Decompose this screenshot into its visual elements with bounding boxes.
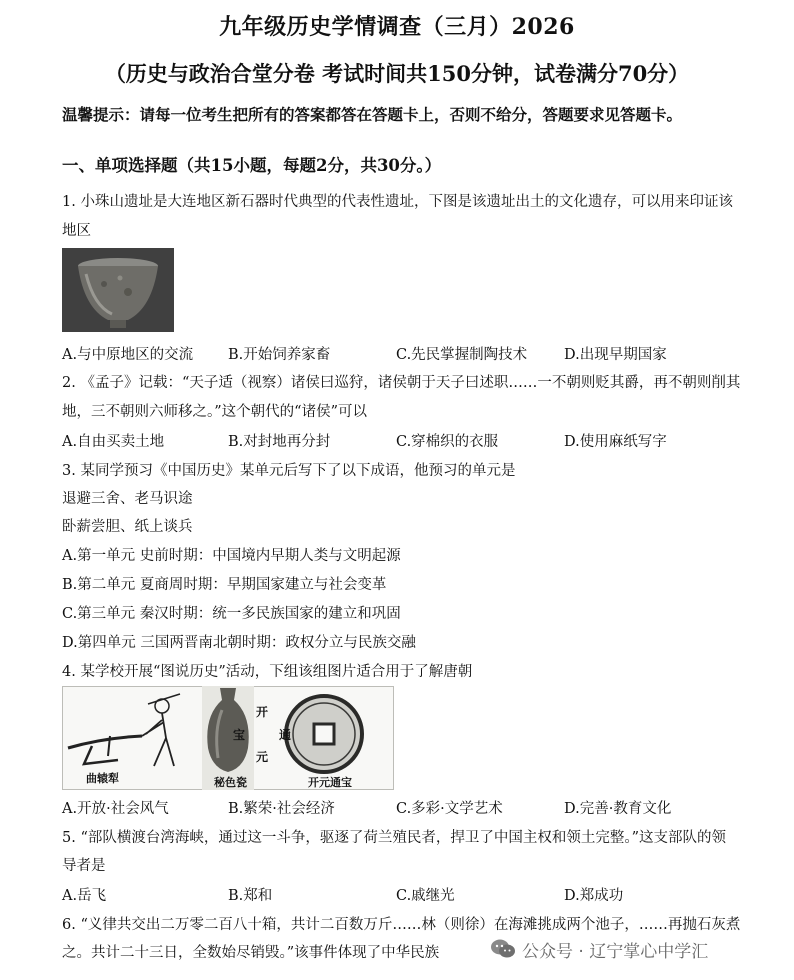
q4-option-c[interactable]: C.多彩·文学艺术 — [396, 801, 503, 817]
q6-stem-line2: 之。共计二十三日，全数始尽销毁。”该事件体现了中华民族 — [62, 945, 440, 961]
q5-option-b[interactable]: B.郑和 — [228, 888, 273, 904]
coin-char-left: 宝 — [232, 728, 245, 742]
watermark-text: 公众号 · 辽宁掌心中学汇 — [522, 941, 709, 962]
q5-option-d[interactable]: D.郑成功 — [564, 888, 624, 904]
caption-plough: 曲辕犁 — [86, 772, 119, 785]
q3-option-d[interactable]: D.第四单元 三国两晋南北朝时期：政权分立与民族交融 — [62, 635, 416, 651]
q1-option-b[interactable]: B.开始饲养家畜 — [228, 347, 331, 363]
q6-stem-line1: 6. “义律共交出二万零二百八十箱，共计二百数万斤……林（则徐）在海滩挑成两个池子，……再抛石灰煮 — [62, 917, 741, 933]
exam-tip: 温馨提示：请每一位考生把所有的答案都答在答题卡上，否则不给分，答题要求见答题卡。 — [62, 105, 683, 124]
q1-pottery-cup-image — [62, 248, 174, 332]
q1-stem-line1: 1. 小珠山遗址是大连地区新石器时代典型的代表性遗址，下图是该遗址出土的文化遗存，可以用来印证该 — [62, 194, 733, 210]
q3-idioms-line1: 退避三舍、老马识途 — [62, 491, 193, 507]
q2-option-c[interactable]: C.穿棉织的衣服 — [396, 434, 499, 450]
q2-option-b[interactable]: B.对封地再分封 — [228, 434, 331, 450]
q5-stem-line1: 5. “部队横渡台湾海峡，通过这一斗争，驱逐了荷兰殖民者，捍卫了中国主权和领土完整。”这支部队的领 — [62, 830, 727, 846]
q3-idioms-line2: 卧薪尝胆、纸上谈兵 — [62, 519, 193, 535]
q1-option-d[interactable]: D.出现早期国家 — [564, 347, 667, 363]
q1-option-a[interactable]: A.与中原地区的交流 — [62, 347, 194, 363]
q1-stem-line2: 地区 — [62, 223, 91, 239]
q4-stem: 4. 某学校开展“图说历史”活动，下组该组图片适合用于了解唐朝 — [62, 664, 473, 680]
q4-option-b[interactable]: B.繁荣·社会经济 — [228, 801, 335, 817]
coin-char-top: 开 — [255, 705, 268, 719]
q4-option-a[interactable]: A.开放·社会风气 — [62, 801, 169, 817]
q3-option-c[interactable]: C.第三单元 秦汉时期：统一多民族国家的建立和巩固 — [62, 606, 401, 622]
q4-option-d[interactable]: D.完善·教育文化 — [564, 801, 672, 817]
wechat-icon — [490, 938, 516, 960]
exam-title: 九年级历史学情调查（三月）2026 — [219, 14, 575, 40]
q2-option-d[interactable]: D.使用麻纸写字 — [564, 434, 667, 450]
section-heading: 一、单项选择题（共15小题，每题2分，共30分。） — [62, 156, 442, 175]
coin-char-bottom: 元 — [255, 750, 268, 764]
q1-option-c[interactable]: C.先民掌握制陶技术 — [396, 347, 528, 363]
kaiyuan-coin-drawing — [286, 696, 362, 772]
q5-option-a[interactable]: A.岳飞 — [62, 888, 107, 904]
caption-porcelain: 秘色瓷 — [214, 776, 247, 789]
q3-stem: 3. 某同学预习《中国历史》某单元后写下了以下成语，他预习的单元是 — [62, 463, 516, 479]
watermark — [486, 934, 712, 964]
q2-stem-line1: 2. 《孟子》记载：“天子适（视察）诸侯曰巡狩，诸侯朝于天子曰述职……一不朝则贬其爵，再不朝则削其 — [62, 375, 741, 391]
q3-option-b[interactable]: B.第二单元 夏商周时期：早期国家建立与社会变革 — [62, 577, 387, 593]
exam-subtitle: （历史与政治合堂分卷 考试时间共150分钟，试卷满分70分） — [104, 61, 690, 86]
q4-picture-group — [62, 686, 394, 790]
q5-stem-line2: 导者是 — [62, 858, 106, 874]
caption-coin: 开元通宝 — [308, 776, 352, 789]
q2-option-a[interactable]: A.自由买卖土地 — [62, 434, 165, 450]
q3-option-a[interactable]: A.第一单元 史前时期：中国境内早期人类与文明起源 — [62, 548, 401, 564]
q5-option-c[interactable]: C.戚继光 — [396, 888, 455, 904]
q2-stem-line2: 地，三不朝则六师移之。”这个朝代的“诸侯”可以 — [62, 404, 367, 420]
coin-char-right: 通 — [278, 728, 291, 742]
